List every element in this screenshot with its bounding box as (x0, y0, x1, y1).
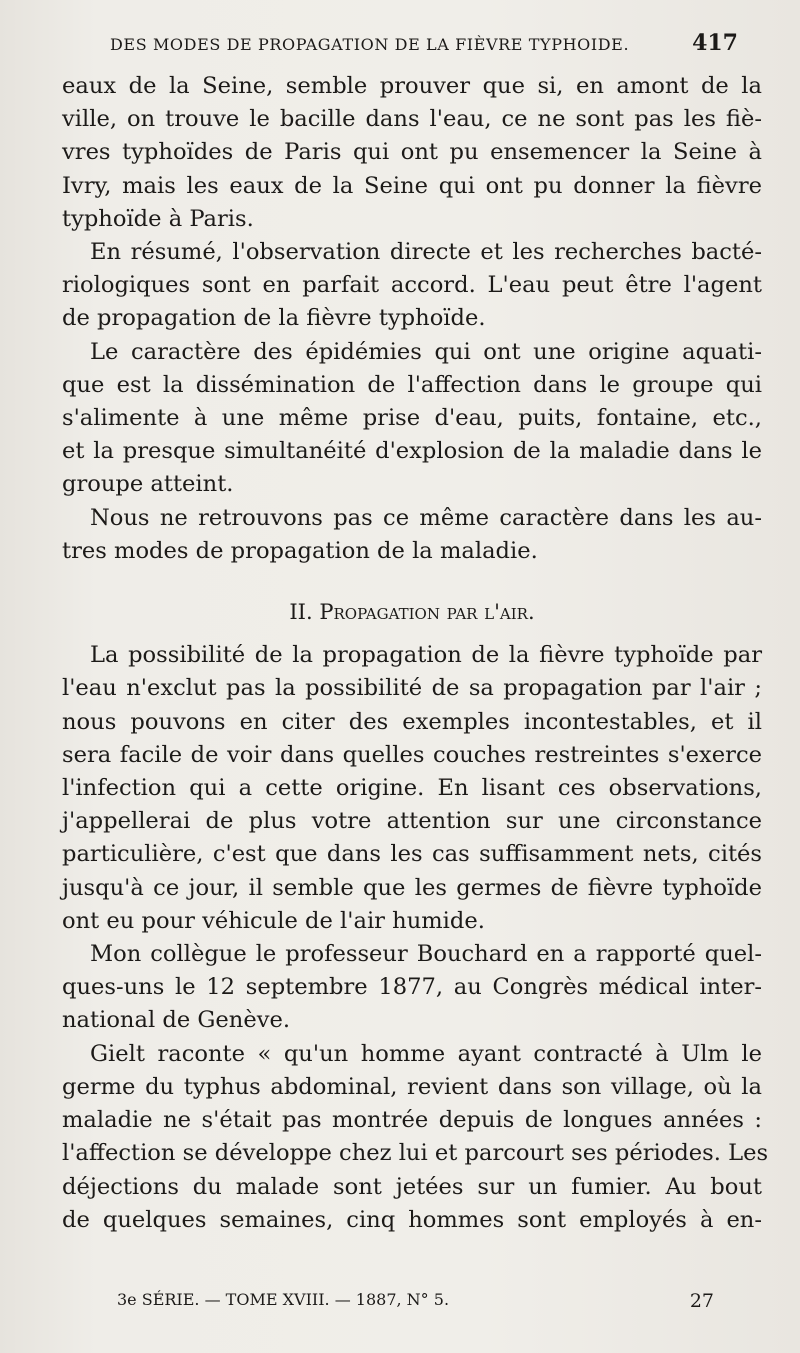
text-line: ville, on trouve le bacille dans l'eau, ce ne sont pas les fiè- (62, 106, 762, 133)
text-line: Ivry, mais les eaux de la Seine qui ont pu donner la fièvre (62, 172, 762, 199)
text-line: germe du typhus abdominal, revient dans son village, où la (62, 1073, 762, 1100)
text-line: Gielt raconte « qu'un homme ayant contracté à Ulm le (90, 1040, 762, 1067)
text-line: eaux de la Seine, semble prouver que si, en amont de la (62, 73, 762, 99)
text-line: ques-uns le 12 septembre 1877, au Congrès médical inter- (62, 974, 762, 1001)
text-line: j'appellerai de plus votre attention sur une circonstance (62, 808, 762, 835)
paragraph (62, 236, 762, 336)
text-line: et la presque simultanéité d'explosion de la maladie dans le (62, 438, 762, 465)
text-line: Le caractère des épidémies qui ont une origine aquati- (90, 338, 762, 365)
text-line: Nous ne retrouvons pas ce même caractère dans les au- (90, 504, 762, 531)
text-line: jusqu'à ce jour, il semble que les germes de fièvre typhoïde (62, 874, 762, 901)
text-line: l'infection qui a cette origine. En lisant ces observations, (62, 775, 762, 802)
text-line: s'alimente à une même prise d'eau, puits, fontaine, etc., (62, 405, 762, 432)
series-info: 3e SÉRIE. — TOME XVIII. — 1887, N° 5. (117, 1290, 450, 1309)
text-line: La possibilité de la propagation de la fièvre typhoïde par (90, 642, 762, 669)
text-line: ont eu pour véhicule de l'air humide. (62, 907, 485, 934)
text-line: Mon collègue le professeur Bouchard en a rapporté quel- (90, 941, 762, 968)
text-line: national de Genève. (62, 1007, 291, 1034)
section-heading (62, 596, 762, 629)
text-line: riologiques sont en parfait accord. L'eau peut être l'agent (62, 272, 762, 299)
paragraph (62, 1038, 769, 1237)
text-line: typhoïde à Paris. (62, 205, 254, 232)
signature-mark: 27 (689, 1290, 714, 1312)
text-line: groupe atteint. (62, 471, 234, 498)
text-line: sera facile de voir dans quelles couches restreintes s'exerce (62, 741, 762, 768)
text-line: de quelques semaines, cinq hommes sont employés à en- (62, 1206, 762, 1233)
running-header (110, 30, 738, 56)
text-line: particulière, c'est que dans les cas suffisamment nets, cités (62, 841, 762, 868)
section-number: II. (289, 600, 313, 625)
text-line: déjections du malade sont jetées sur un fumier. Au bout (62, 1173, 762, 1200)
page-body (62, 70, 769, 1237)
paragraph (62, 502, 762, 568)
text-line: que est la dissémination de l'affection dans le groupe qui (62, 371, 762, 398)
text-line: tres modes de propagation de la maladie. (62, 537, 538, 564)
text-line: maladie ne s'était pas montrée depuis de longues années : (62, 1107, 762, 1134)
running-title: DES MODES DE PROPAGATION DE LA FIÈVRE TYPHOIDE. (110, 35, 630, 54)
paragraph (62, 70, 762, 236)
text-line: l'eau n'exclut pas la possibilité de sa propagation par l'air ; (62, 675, 762, 702)
text-line: vres typhoïdes de Paris qui ont pu ensemencer la Seine à (62, 139, 762, 166)
text-line: nous pouvons en citer des exemples incontestables, et il (62, 708, 762, 735)
paragraph (62, 938, 762, 1038)
paragraph (62, 336, 762, 502)
text-line: de propagation de la fièvre typhoïde. (62, 305, 486, 332)
page-number: 417 (692, 30, 738, 56)
text-line: l'affection se développe chez lui et parcourt ses périodes. Les (62, 1140, 769, 1167)
text-line: En résumé, l'observation directe et les recherches bacté- (90, 239, 762, 266)
section-title: Propagation par l'air. (319, 600, 535, 625)
paragraph (62, 639, 762, 938)
page-footer (117, 1290, 714, 1312)
